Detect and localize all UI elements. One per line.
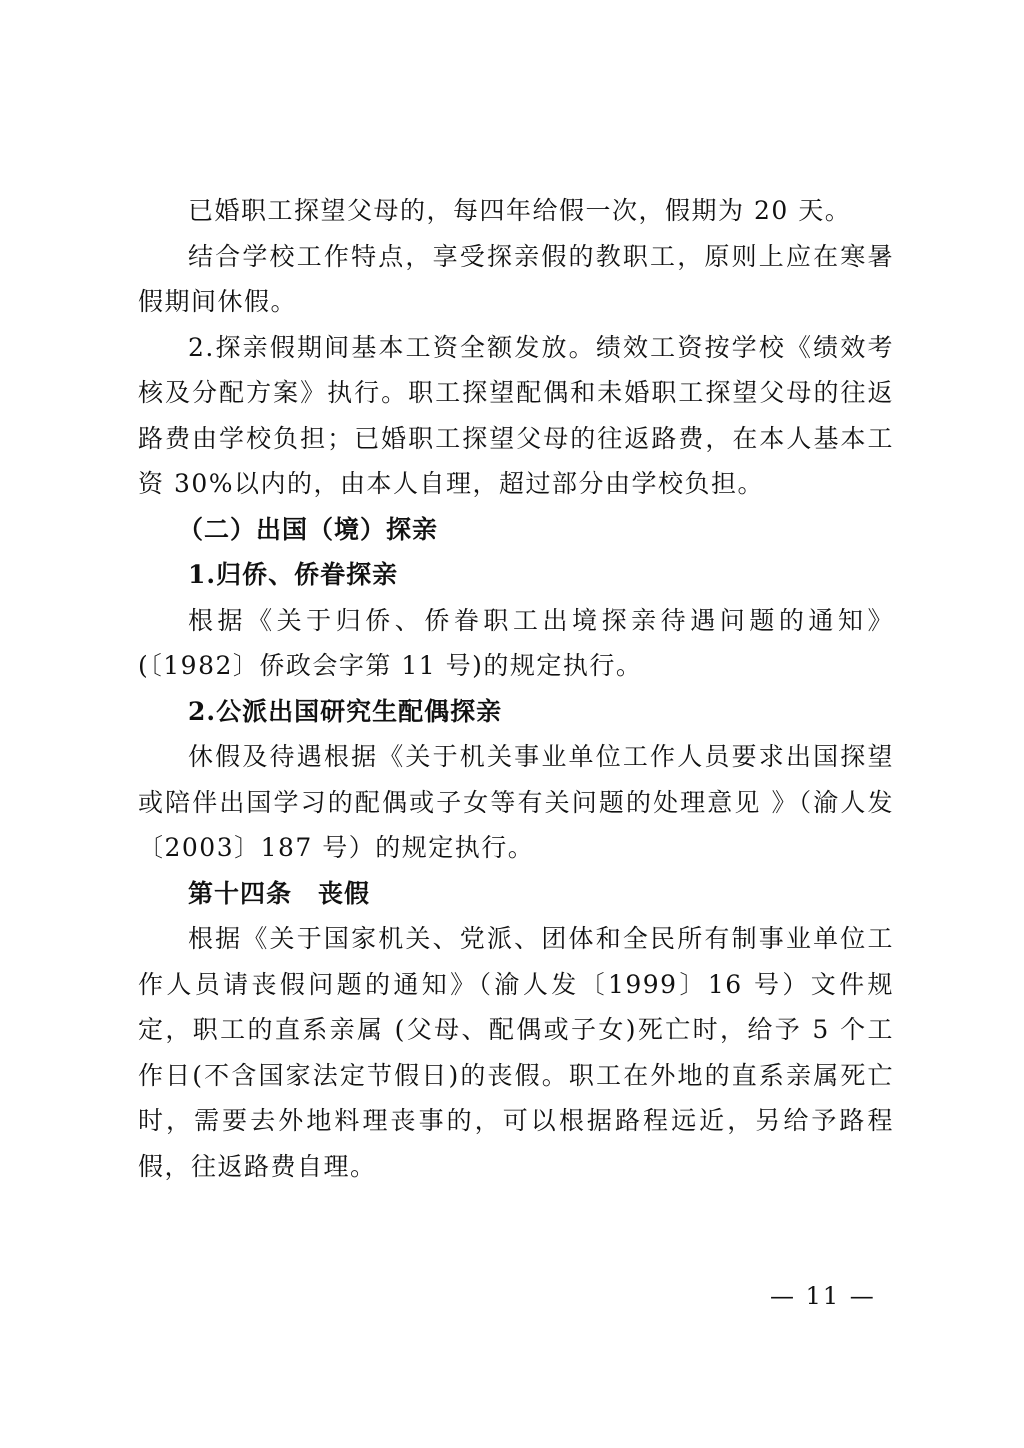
- paragraph-overseas-chinese-notice: 根据《关于归侨、侨眷职工出境探亲待遇问题的通知》(〔1982〕侨政会字第 11 号)的规定执行。: [138, 605, 894, 680]
- paragraph-married-visit-parents: 已婚职工探望父母的，每四年给假一次，假期为 20 天。: [188, 196, 852, 225]
- document-body: [138, 188, 894, 1189]
- paragraph-bereavement-leave-rules: 根据《关于国家机关、党派、团体和全民所有制事业单位工作人员请丧假问题的通知》（渝人发〔1999〕16 号）文件规定，职工的直系亲属 (父母、配偶或子女)死亡时，给予 5 个工作日(不含国家法定节假日)的丧假。职工在外地的直系亲属死亡时，需要去外地料理丧事的，可以根据路程远近，另给予路程假，往返路费自理。: [138, 924, 894, 1181]
- heading-graduate-spouse-visit: 2.公派出国研究生配偶探亲: [188, 696, 503, 726]
- heading-returned-overseas-chinese: 1.归侨、侨眷探亲: [188, 560, 399, 589]
- paragraph-salary-and-travel-expenses: 2.探亲假期间基本工资全额发放。绩效工资按学校《绩效考核及分配方案》执行。职工探望配偶和未婚职工探望父母的往返路费由学校负担；已婚职工探望父母的往返路费，在本人基本工资 30%以内的，由本人自理，超过部分由学校负担。: [138, 332, 894, 498]
- paragraph-school-vacation-rule: 结合学校工作特点，享受探亲假的教职工，原则上应在寒暑假期间休假。: [138, 241, 894, 316]
- heading-overseas-family-visit: （二）出国（境）探亲: [178, 514, 439, 544]
- page-number: — 11 —: [770, 1282, 876, 1310]
- paragraph-spouse-visit-rules: 休假及待遇根据《关于机关事业单位工作人员要求出国探望或陪伴出国学习的配偶或子女等有关问题的处理意见 》（渝人发〔2003〕187 号）的规定执行。: [138, 742, 894, 862]
- heading-article-14-bereavement-leave: 第十四条 丧假: [188, 878, 371, 908]
